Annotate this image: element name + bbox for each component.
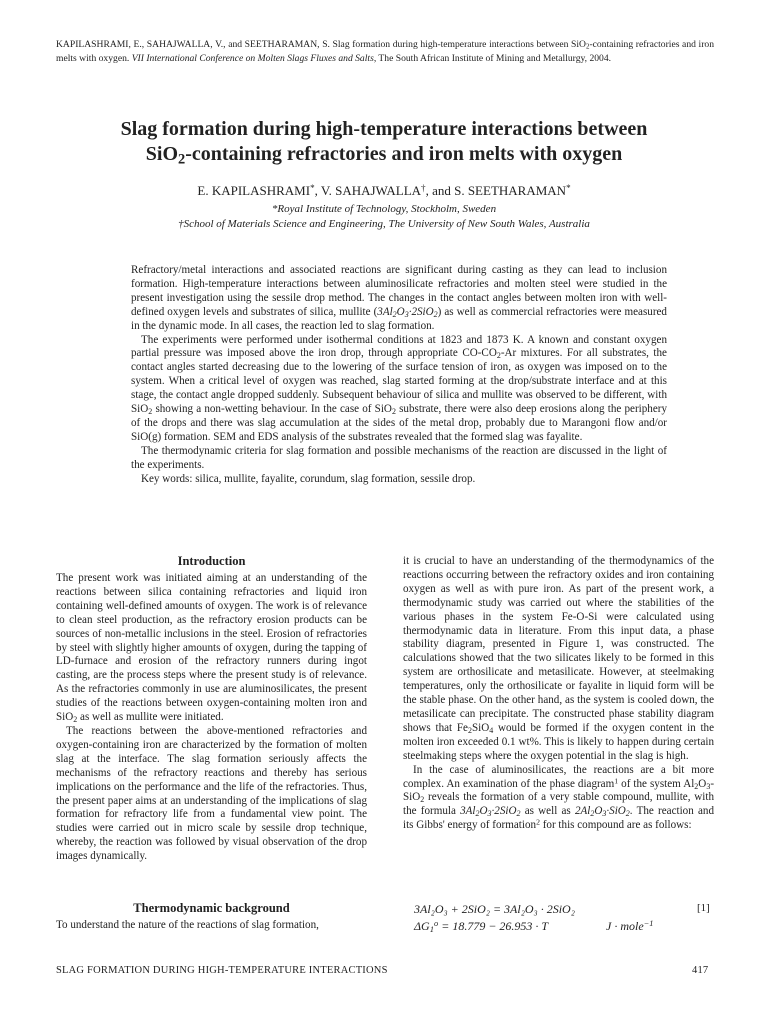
equation-gibbs: $\Delta G_1^o = 18.779 - 26.953 \cdot T$ xyxy=(414,919,549,935)
equation-units: J · mole$^{-1}$ xyxy=(606,919,654,933)
intro-heading: Introduction xyxy=(177,554,246,568)
citation-text: KAPILASHRAMI, E., SAHAJWALLA, V., and SEETHARAMAN, S. Slag formation during high-temperature interactions between SiO xyxy=(56,39,586,50)
citation: KAPILASHRAMI, E., SAHAJWALLA, V., and SEETHARAMAN, S. Slag formation during high-temperature interactions between SiO$_2$-containing refractories and iron melts with oxygen. VII International Conference on Molten Slags Fluxes and Salts, The South African Institute of Mining and Metallurgy, 2004. xyxy=(56,39,714,64)
conference-name: VII International Conference on Molten Slags Fluxes and Salts xyxy=(131,53,374,64)
affiliation-1: *Royal Institute of Technology, Stockholm, Sweden xyxy=(271,203,497,215)
right-column-text: it is crucial to have an understanding of the thermodynamics of the reactions occurring between the refractory oxides and iron containing oxygen as well as with pure iron. As part of the present work, a thermodynamic study was carried out where the stabilities of the various phases in the system Fe-O-Si were calculated using thermodynamic data in literature. From this input data, a phase stability diagram, presented in Figure 1, was constructed. The calculations showed that the two silicates likely to be formed in this system are orthosilicate and metasilicate. However, at steelmaking temperatures, only the orthosilicate or fayalite in liquid form will be the stable phase. On the other hand, as the system is cooled down, the metasilicate can precipitate. The constructed phase stability diagram shows that $Fe_2SiO_4$ would be formed if the oxygen content in the molten iron exceeded 0.1 wt%. This is likely to happen during certain steelmaking steps where the oxygen potential in the slag is high. In the case of aluminosilicates, the reactions are a bit more complex. An examination of the phase diagram$^1$ of the system $Al_2O_3-SiO_2$ reveals the formation of a very stable compound, mullite, with the formula $3Al_2O_3\cdot 2SiO_2$ as well as $2Al_2O_3\cdot SiO_2$. The reaction and its Gibbs' energy of formation$^2$ for this compound are as follows: xyxy=(403,555,715,832)
thermo-text: To understand the nature of the reactions of slag formation, xyxy=(56,919,319,931)
page-number: 417 xyxy=(692,965,709,976)
running-title: SLAG FORMATION DURING HIGH-TEMPERATURE INTERACTIONS xyxy=(56,965,388,976)
paper-title: Slag formation during high-temperature interactions between SiO$_2$-containing refractories and iron melts with oxygen xyxy=(120,118,648,168)
intro-text: The present work was initiated aiming at an understanding of the reactions between silica containing refractories and liquid iron containing well-defined amounts of oxygen. The work is of relevance to clean steel production, as the refractory erosion products can be sources of non-metallic inclusions in the steel. Erosion of refractories by steel with slightly higher amounts of oxygen, during the tapping of LD-furnace and erosion of the refractory runners during ingot casting, are the process steps where the present study is of relevance. As the refractories commonly in use are aluminosilicates, the present studies of the reactions between oxygen-containing molten iron and SiO$_2$ as well as mullite were initiated. The reactions between the above-mentioned refractories and oxygen-containing iron are characterized by the formation of molten slag at the interface. The slag formation seriously affects the mechanisms of the refractory reactions and thereby has serious implications on the performance and the life of the refractories. Thus, the present paper aims at an understanding of the implications of slag formation for refractory life from a fundamental view point. The studies were carried out in micro scale by sessile drop technique, whereby, the reaction was followed by visual observation of the drop images dynamically. xyxy=(56,572,367,863)
equation-reaction: 3Al₂O₃ + 2SiO₂ = 3Al₂O₃ · 2SiO₂ xyxy=(414,902,575,916)
equation-number: [1] xyxy=(697,902,710,914)
key-words: Key words: silica, mullite, fayalite, corundum, slag formation, sessile drop. xyxy=(141,472,476,485)
abstract: Refractory/metal interactions and associated reactions are significant during casting as they can lead to inclusion formation. High-temperature interactions between aluminosilicate refractories and molten steel were studied in the present investigation using the sessile drop method. The changes in the contact angles between molten iron with well-defined oxygen levels and substrates of silica, mullite $(3Al_2O_3\cdot 2SiO_2)$ as well as commercial refractories were measured in the dynamic mode. In all cases, the reaction led to slag formation. The experiments were performed under isothermal conditions at 1823 and 1873 K. A known and constant oxygen partial pressure was imposed above the iron drop, through appropriate $CO-CO_2-Ar$ mixtures. For all substrates, the contact angles started decreasing due to the lowering of the surface tension of iron, as oxygen was imposed on to the system. When a critical level of oxygen was reached, slag started forming at the drop/substrate interface and at this stage, the contact angle dropped suddenly. Subsequent behaviour of silica and mullite was observed to be different, with SiO$_2$ showing a non-wetting behaviour. In the case of SiO$_2$ substrate, there were also deep erosions along the periphery of the drops and there was slag accumulation at the sides of the metal drop, probably due to Marangoni flow and/or SiO(g) formation. SEM and EDS analysis of the substrates revealed that the formed slag was fayalite. The thermodynamic criteria for slag formation and possible mechanisms of the reaction are discussed in the light of the experiments. Key words: silica, mullite, fayalite, corundum, slag formation, sessile drop. xyxy=(131,264,667,485)
affiliation-2: †School of Materials Science and Engineering, The University of New South Wales, Australia xyxy=(178,218,590,230)
thermo-heading: Thermodynamic background xyxy=(133,901,290,915)
authors: E. KAPILASHRAMI*, V. SAHAJWALLA†, and S. SEETHARAMAN* xyxy=(197,182,571,198)
